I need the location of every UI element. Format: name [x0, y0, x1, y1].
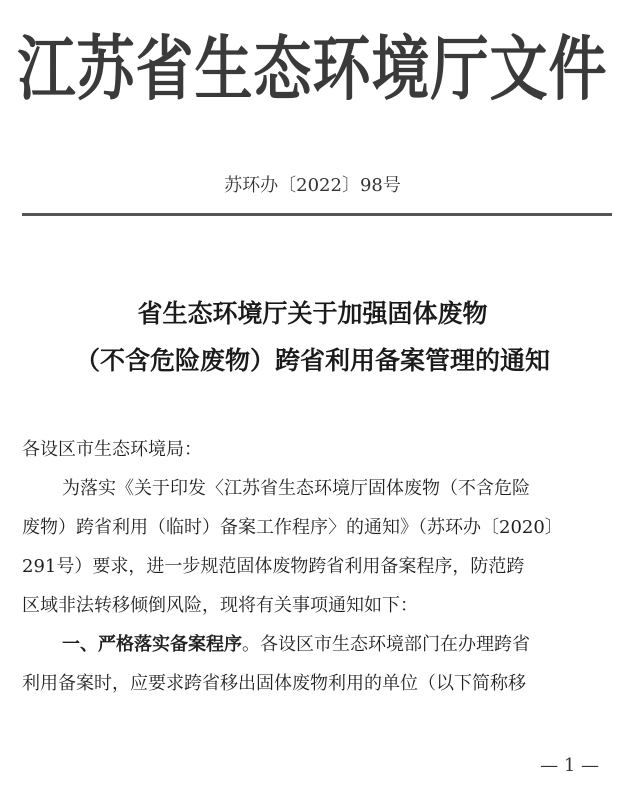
document-header-title: 江苏省生态环境厅文件	[17, 28, 608, 110]
notice-title	[0, 290, 625, 384]
section-1-text: 。各设区市生态环境部门在办理跨省	[242, 634, 530, 655]
paragraph-line: 废物）跨省利用（临时）备案工作程序〉的通知》（苏环办〔2020〕	[22, 517, 563, 538]
salutation: 各设区市生态环境局：	[22, 439, 202, 460]
paragraph-line: 为落实《关于印发〈江苏省生态环境厅固体废物（不含危险	[62, 478, 530, 499]
page-number: — 1 —	[540, 755, 599, 776]
paragraph-line: 利用备案时，应要求跨省移出固体废物利用的单位（以下简称移	[22, 673, 526, 694]
notice-title-line-2: （不含危险废物）跨省利用备案管理的通知	[74, 346, 550, 375]
document-number: 苏环办〔2022〕98号	[224, 175, 401, 196]
paragraph-line: 291号）要求，进一步规范固体废物跨省利用备案程序，防范跨	[22, 556, 525, 577]
notice-title-line-1: 省生态环境厅关于加强固体废物	[137, 299, 488, 328]
header-divider	[22, 213, 612, 216]
paragraph-line: 区域非法转移倾倒风险，现将有关事项通知如下：	[22, 595, 418, 616]
section-1-heading: 一、严格落实备案程序	[62, 634, 242, 655]
document-body	[22, 430, 612, 703]
section-1-line	[22, 625, 612, 664]
